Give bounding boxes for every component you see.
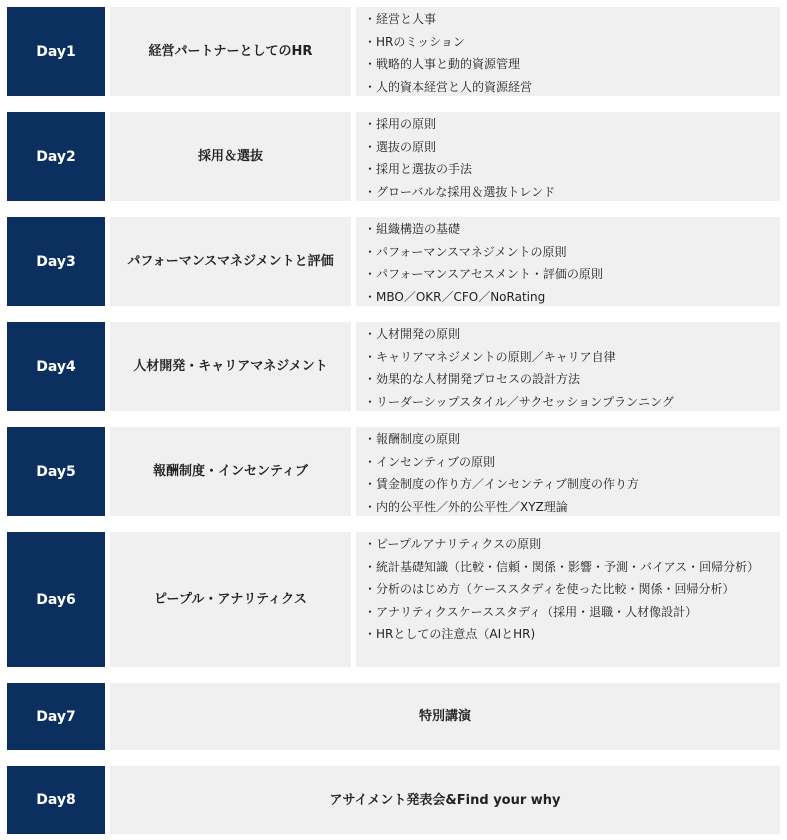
topic-list xyxy=(356,427,780,516)
topic-item: ・アナリティクスケーススタディ（採用・退職・人材像設計） xyxy=(364,604,698,619)
day-row xyxy=(7,532,780,667)
day-title: 採用＆選抜 xyxy=(110,112,351,201)
day-row xyxy=(7,683,780,750)
topic-list xyxy=(356,7,780,96)
topic-item: ・組織構造の基礎 xyxy=(364,222,461,236)
day-title: パフォーマンスマネジメントと評価 xyxy=(110,217,351,306)
topic-item: ・ピープルアナリティクスの原則 xyxy=(364,537,542,551)
topic-item: ・リーダーシップスタイル／サクセッションプランニング xyxy=(364,394,674,409)
topic-item: ・キャリアマネジメントの原則／キャリア自律 xyxy=(364,349,616,364)
topic-item: ・人的資本経営と人的資源経営 xyxy=(364,79,533,94)
day-label: Day8 xyxy=(7,766,105,834)
topic-item: ・内的公平性／外的公平性／XYZ理論 xyxy=(364,499,568,514)
day-title: 報酬制度・インセンティブ xyxy=(110,427,351,516)
day-row xyxy=(7,427,780,516)
day-row xyxy=(7,217,780,306)
topic-list xyxy=(356,217,780,306)
day-label: Day6 xyxy=(7,532,105,667)
day-row xyxy=(7,112,780,201)
topic-item: ・HRのミッション xyxy=(364,34,465,49)
day-label: Day2 xyxy=(7,112,105,201)
day-row xyxy=(7,766,780,834)
topic-list xyxy=(356,112,780,201)
day-label: Day3 xyxy=(7,217,105,306)
day-label: Day4 xyxy=(7,322,105,411)
topic-item: ・経営と人事 xyxy=(364,12,437,26)
topic-item: ・グローバルな採用＆選抜トレンド xyxy=(364,184,556,199)
topic-item: ・分析のはじめ方（ケーススタディを使った比較・関係・回帰分析） xyxy=(364,582,735,596)
topic-item: ・採用の原則 xyxy=(364,117,437,131)
topic-list xyxy=(356,322,780,411)
topic-item: ・HRとしての注意点（AIとHR) xyxy=(364,627,536,641)
topic-item: ・賃金制度の作り方／インセンティブ制度の作り方 xyxy=(364,477,640,491)
day-row xyxy=(7,322,780,411)
topic-item: ・報酬制度の原則 xyxy=(364,432,461,446)
day-title: 人材開発・キャリアマネジメント xyxy=(110,322,351,411)
topic-item: ・戦略的人事と動的資源管理 xyxy=(364,57,521,71)
topic-item: ・統計基礎知識（比較・信頼・関係・影響・予測・バイアス・回帰分析） xyxy=(364,559,760,574)
day-title: ピープル・アナリティクス xyxy=(110,532,351,667)
day-title: 特別講演 xyxy=(110,683,780,750)
topic-item: ・パフォーマンスアセスメント・評価の原則 xyxy=(364,267,603,281)
day-title: 経営パートナーとしてのHR xyxy=(110,7,351,96)
topic-item: ・MBO／OKR／CFO／NoRating xyxy=(364,289,546,304)
day-label: Day5 xyxy=(7,427,105,516)
topic-item: ・人材開発の原則 xyxy=(364,327,461,341)
day-title: アサイメント発表会&Find your why xyxy=(110,766,780,834)
topic-item: ・採用と選抜の手法 xyxy=(364,162,473,176)
topic-item: ・選抜の原則 xyxy=(364,139,437,154)
topic-list xyxy=(356,532,780,667)
day-label: Day7 xyxy=(7,683,105,750)
topic-item: ・効果的な人材開発プロセスの設計方法 xyxy=(364,372,581,386)
day-label: Day1 xyxy=(7,7,105,96)
day-row xyxy=(7,7,780,96)
topic-item: ・インセンティブの原則 xyxy=(364,454,496,469)
topic-item: ・パフォーマンスマネジメントの原則 xyxy=(364,244,567,259)
